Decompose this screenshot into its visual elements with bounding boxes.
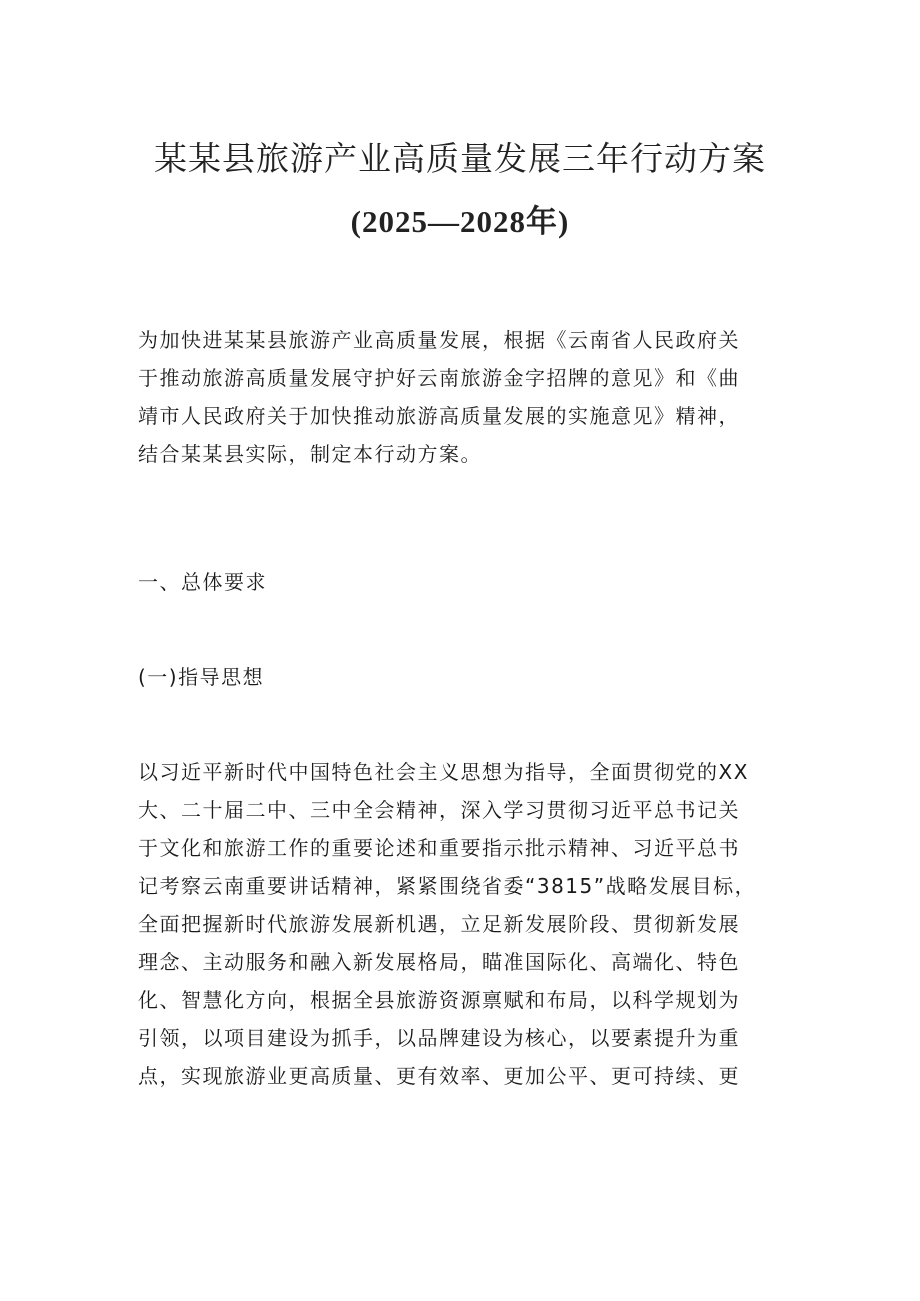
body-line: 以习近平新时代中国特色社会主义思想为指导，全面贯彻党的XX bbox=[138, 760, 749, 784]
body-line: 于文化和旅游工作的重要论述和重要指示批示精神、习近平总书 bbox=[138, 836, 740, 860]
body-line: 全面把握新时代旅游发展新机遇，立足新发展阶段、贯彻新发展 bbox=[138, 912, 740, 936]
intro-line: 结合某某县实际，制定本行动方案。 bbox=[138, 442, 482, 466]
intro-line: 靖市人民政府关于加快推动旅游高质量发展的实施意见》精神， bbox=[138, 404, 740, 428]
document-title: 某某县旅游产业高质量发展三年行动方案 bbox=[154, 139, 766, 178]
body-line: 化、智慧化方向，根据全县旅游资源禀赋和布局，以科学规划为 bbox=[138, 988, 740, 1012]
document-subtitle-years: (2025—2028年) bbox=[350, 204, 570, 239]
section-heading-general-requirements: 一、总体要求 bbox=[138, 570, 267, 594]
intro-line: 于推动旅游高质量发展守护好云南旅游金字招牌的意见》和《曲 bbox=[138, 366, 740, 390]
body-line: 大、二十届二中、三中全会精神，深入学习贯彻习近平总书记关 bbox=[138, 798, 740, 822]
subsection-heading-guiding-ideology: (一)指导思想 bbox=[138, 665, 265, 689]
intro-line: 为加快进某某县旅游产业高质量发展，根据《云南省人民政府关 bbox=[138, 328, 740, 352]
intro-paragraph bbox=[138, 321, 788, 473]
body-line: 引领，以项目建设为抓手，以品牌建设为核心，以要素提升为重 bbox=[138, 1026, 740, 1050]
body-line: 点，实现旅游业更高质量、更有效率、更加公平、更可持续、更 bbox=[138, 1064, 740, 1088]
body-line: 理念、主动服务和融入新发展格局，瞄准国际化、高端化、特色 bbox=[138, 950, 740, 974]
body-line: 记考察云南重要讲话精神，紧紧围绕省委“3815”战略发展目标， bbox=[138, 874, 757, 898]
guiding-ideology-paragraph bbox=[138, 753, 788, 1095]
